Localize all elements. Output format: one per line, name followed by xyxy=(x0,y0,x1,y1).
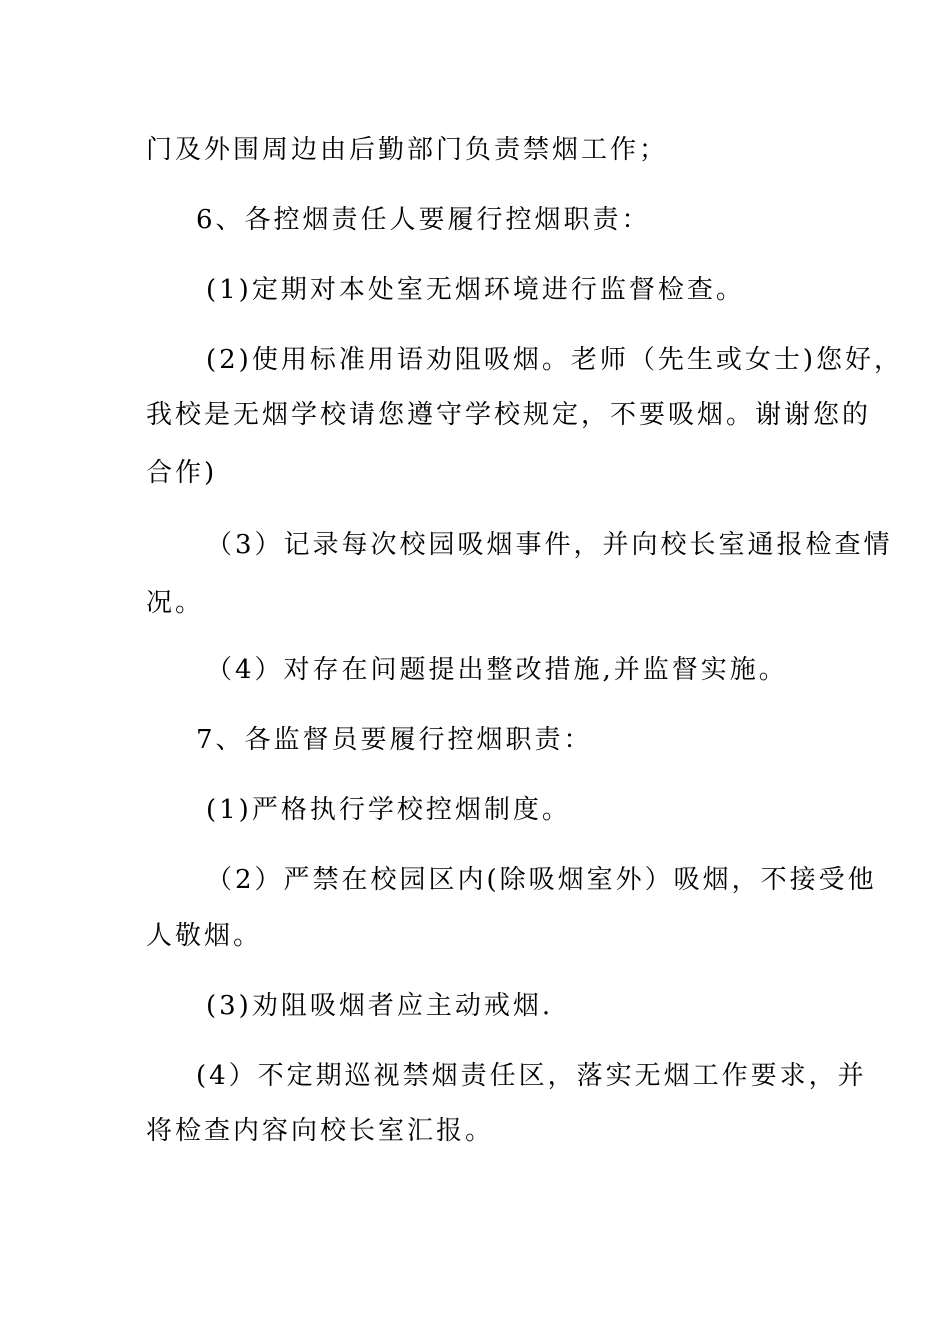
paragraph-line: 将检查内容向校长室汇报。 xyxy=(146,1116,495,1146)
paragraph-line: 门及外围周边由后勤部门负责禁烟工作； xyxy=(146,135,669,165)
section-heading-6: 6、各控烟责任人要履行控烟职责： xyxy=(196,205,651,235)
list-item-line: (3)劝阻吸烟者应主动戒烟. xyxy=(206,991,554,1021)
paragraph-line: 合作) xyxy=(146,458,218,488)
list-item-line: （2）严禁在校园区内(除吸烟室外）吸烟，不接受他 xyxy=(206,865,877,895)
list-item-line: (1)严格执行学校控烟制度。 xyxy=(206,795,571,825)
paragraph-line: 况。 xyxy=(146,588,205,618)
paragraph-line: 我校是无烟学校请您遵守学校规定，不要吸烟。谢谢您的 xyxy=(146,400,872,430)
paragraph-line: 人敬烟。 xyxy=(146,921,263,951)
section-heading-7: 7、各监督员要履行控烟职责： xyxy=(196,725,593,755)
list-item-line: (2)使用标准用语劝阻吸烟。老师（先生或女士)您好， xyxy=(206,345,903,375)
list-item-line: (4）不定期巡视禁烟责任区，落实无烟工作要求，并 xyxy=(196,1061,867,1091)
list-item-line: (1)定期对本处室无烟环境进行监督检查。 xyxy=(206,275,745,305)
list-item-line: （4）对存在问题提出整改措施,并监督实施。 xyxy=(206,655,788,685)
list-item-line: （3）记录每次校园吸烟事件，并向校长室通报检查情 xyxy=(206,530,893,560)
